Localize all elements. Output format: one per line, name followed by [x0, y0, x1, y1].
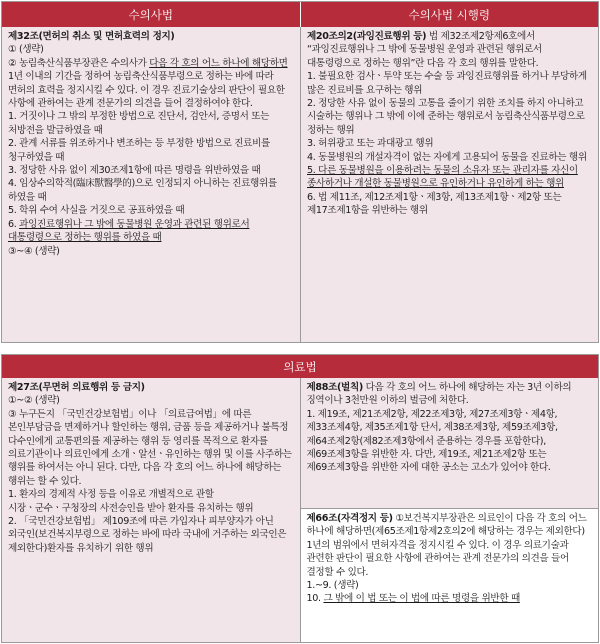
decree-item-6: 6. 법 제11조, 제12조제1항ㆍ제3항, 제13조제1항ㆍ제2항 또는 제17조제1항을 위반하는 행위	[307, 191, 562, 217]
paragraph-2: ② 농림축산식품부장관은 수의사가 다음 각 호의 어느 하나에 해당하면 1년 이내의 기간을 정하여 농림축산식품부령으로 정하는 바에 따라 면허의 효력을 정지시킬 수 있다. 이 경우 진료기술상의 판단이 필요한 사항에 관하여는 관계 전문가의 의견을 들어 결정하여야 한다.	[8, 57, 288, 110]
right-column	[300, 378, 598, 642]
header-medical-act: 의료법	[283, 359, 317, 374]
paragraph-3-4: ③~④ (생략)	[8, 245, 60, 257]
paragraph-3: ③ 누구든지 「국민건강보험법」이나 「의료급여법」에 따른 본인부담금을 면제하거나 할인하는 행위, 금품 등을 제공하거나 불특정 다수인에게 교통편의를 제공하는 행위 등 영리를 목적으로 환자를 의료기관이나 의료인에게 소개ㆍ알선ㆍ유인하는 행위 및 이를 사주하는 행위를 하여서는 아니 된다. 다만, 다음 각 호의 어느 하나에 해당하는 행위는 할 수 있다.	[8, 408, 292, 487]
suspension-items-1-9: 1.~9. (생략)	[306, 580, 359, 592]
decree-item-1: 1. 불필요한 검사ㆍ투약 또는 수술 등 과잉진료행위를 하거나 부당하게 많은 진료비를 요구하는 행위	[307, 71, 587, 96]
paragraph-1-2: ①~② (생략)	[8, 395, 60, 407]
header-vet-act: 수의사법	[128, 7, 173, 22]
article-title: 제27조(무면허 의료행위 등 금지)	[8, 382, 145, 393]
item-1: 1. 거짓이나 그 밖의 부정한 방법으로 진단서, 검안서, 증명서 또는 처방전을 발급하였을 때	[8, 111, 270, 136]
suspension-item-10: 10. 그 밖에 이 법 또는 이 법에 따른 명령을 위반한 때	[306, 593, 520, 605]
header-vet-act-decree: 수의사법 시행령	[300, 2, 599, 27]
medical-act-article-66	[301, 508, 598, 642]
decree-article-20-2	[300, 27, 598, 342]
item-4: 4. 임상수의학적(臨床獸醫學的)으로 인정되지 아니하는 진료행위를 하였을 때	[8, 178, 277, 203]
table-header	[2, 355, 598, 378]
vet-act-article-32	[2, 27, 300, 342]
decree-item-5: 5. 다른 동물병원을 이용하려는 동물의 소유자 또는 관리자를 자신이 종사하거나 개설한 동물병원으로 유인하거나 유인하게 하는 행위	[307, 165, 578, 190]
item-6: 6. 과잉진료행위나 그 밖에 동물병원 운영과 관련된 행위로서 대통령령으로 정하는 행위를 하였을 때	[8, 218, 250, 244]
suspension-intro: 제66조(자격정지 등) ①보건복지부장관은 의료인이 다음 각 호의 어느 하나에 해당하면(제65조제1항제2호의2에 해당하는 경우는 제외한다) 1년의 범위에서 면허자격을 정지시킬 수 있다. 이 경우 의료기술과 관련한 판단이 필요한 사항에 관하여는 관계 전문가의 의견을 들어 결정할 수 있다.	[306, 513, 587, 578]
item-3: 3. 정당한 사유 없이 제30조제1항에 따른 명령을 위반하였을 때	[8, 165, 261, 177]
medical-law-table	[1, 354, 599, 643]
penalty-list: 1. 제19조, 제21조제2항, 제22조제3항, 제27조제3항ㆍ제4항, 제33조제4항, 제35조제1항 단서, 제38조제3항, 제59조제3항, 제64조제2항(제82조제3항에서 준용하는 경우를 포함한다), 제69조제3항을 위반한 자. 다만, 제19조, 제21조제2항 또는 제69조제3항을 위반한 자에 대한 공소는 고소가 있어야 한다.	[306, 408, 558, 474]
penalty-intro: 제88조(벌칙) 다음 각 호의 어느 하나에 해당하는 자는 3년 이하의 징역이나 3천만원 이하의 벌금에 처한다.	[306, 382, 572, 407]
decree-intro: 제20조의2(과잉진료행위 등) 법 제32조제2항제6호에서 “과잉진료행위나 그 밖에 동물병원 운영과 관련된 행위로서 대통령령으로 정하는 행위”란 다음 각 호의 행위를 말한다.	[307, 31, 542, 69]
medical-act-article-27	[2, 378, 300, 642]
item-5: 5. 학위 수여 사실을 거짓으로 공표하였을 때	[8, 205, 185, 217]
paragraph-1: ① (생략)	[8, 44, 44, 56]
article-title: 제32조(면허의 취소 및 면허효력의 정지)	[8, 31, 175, 42]
decree-item-2: 2. 정당한 사유 없이 동물의 고통을 줄이기 위한 조치를 하지 아니하고 시술하는 행위나 그 밖에 이에 준하는 행위로서 농림축산식품부령으로 정하는 행위	[307, 98, 585, 136]
item-1: 1. 환자의 경제적 사정 등을 이유로 개별적으로 관할 시장ㆍ군수ㆍ구청장의 사전승인을 받아 환자를 유치하는 행위	[8, 489, 254, 514]
vet-law-comparison-table	[1, 1, 599, 343]
table-header	[2, 2, 598, 27]
decree-item-4: 4. 동물병원의 개설자격이 없는 자에게 고용되어 동물을 진료하는 행위	[307, 151, 587, 163]
decree-item-3: 3. 허위광고 또는 과대광고 행위	[307, 138, 434, 150]
item-2: 2. 관계 서류를 위조하거나 변조하는 등 부정한 방법으로 진료비를 청구하였을 때	[8, 138, 270, 163]
item-2: 2. 「국민건강보험법」 제109조에 따른 가입자나 피부양자가 아닌 외국인(보건복지부령으로 정하는 바에 따라 국내에 거주하는 외국인은 제외한다)환자를 유치하기 위한 행위	[8, 516, 287, 554]
medical-act-article-88	[301, 378, 598, 508]
